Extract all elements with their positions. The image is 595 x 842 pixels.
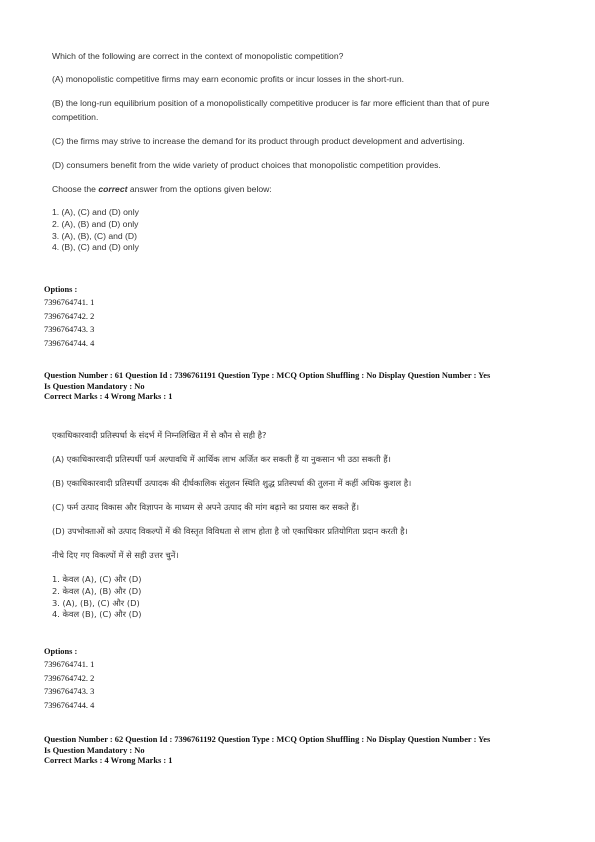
option-ids-list <box>44 645 94 712</box>
answer-choices-hindi <box>52 574 552 621</box>
statement-b-line1: (B) the long-run equilibrium position of a monopolistically competitive producer is far more efficient than that of pure <box>52 98 490 108</box>
option-ids-list <box>44 283 94 350</box>
answer-choice: 2. (A), (B) and (D) only <box>52 218 139 229</box>
option-id: 7396764743. 3 <box>44 687 95 697</box>
statement-d: (D) consumers benefit from the wide variety of product choices that monopolistic competition provides. <box>52 160 441 170</box>
options-heading: Options : <box>44 285 78 294</box>
statement-a-hindi: (A) एकाधिकारवादी प्रतिस्पर्धी फर्म अल्पावधि में आर्थिक लाभ अर्जित कर सकती हैं या नुकसान भी उठा सकती हैं। <box>52 454 391 464</box>
answer-choice: 3. (A), (B), (C) और (D) <box>52 597 140 608</box>
answer-choice: 1. केवल (A), (C) और (D) <box>52 574 142 584</box>
meta-line: Is Question Mandatory : No <box>44 381 145 391</box>
statement-a: (A) monopolistic competitive firms may earn economic profits or incur losses in the short-run. <box>52 74 404 84</box>
option-id: 7396764742. 2 <box>44 673 95 683</box>
option-id: 7396764743. 3 <box>44 325 95 335</box>
choose-instruction-hindi: नीचे दिए गए विकल्पों में से सही उत्तर चुनें। <box>52 550 179 560</box>
option-id: 7396764741. 1 <box>44 660 95 670</box>
answer-choice: 4. (B), (C) and (D) only <box>52 242 139 253</box>
statement-c: (C) the firms may strive to increase the demand for its product through product development and advertising. <box>52 136 465 146</box>
options-heading: Options : <box>44 647 78 656</box>
option-id: 7396764744. 4 <box>44 700 95 710</box>
statement-b-line2: competition. <box>52 112 99 122</box>
statement-b-hindi: (B) एकाधिकारवादी प्रतिस्पर्धी उत्पादक की दीर्घकालिक संतुलन स्थिति शुद्ध प्रतिस्पर्धा की तुलना में कहीं अधिक कुशल है। <box>52 478 412 488</box>
statement-c-hindi: (C) फर्म उत्पाद विकास और विज्ञापन के माध्यम से अपने उत्पाद की मांग बढ़ाने का प्रयास कर सकते हैं। <box>52 502 359 512</box>
question-meta-61 <box>44 371 564 403</box>
meta-line: Question Number : 61 Question Id : 7396761191 Question Type : MCQ Option Shuffling : No Display Question Number : Yes <box>44 371 491 380</box>
meta-line: Is Question Mandatory : No <box>44 745 145 755</box>
question-stem: Which of the following are correct in the context of monopolistic competition? <box>52 51 344 61</box>
option-id: 7396764742. 2 <box>44 311 95 321</box>
answer-choice: 3. (A), (B), (C) and (D) <box>52 230 137 241</box>
question-meta-62 <box>44 735 564 767</box>
answer-choices <box>52 207 552 254</box>
meta-line: Correct Marks : 4 Wrong Marks : 1 <box>44 392 173 402</box>
choose-instruction: Choose the correct answer from the options given below: <box>52 184 272 194</box>
option-id: 7396764744. 4 <box>44 338 95 348</box>
meta-line: Question Number : 62 Question Id : 7396761192 Question Type : MCQ Option Shuffling : No Display Question Number : Yes <box>44 735 491 744</box>
option-id: 7396764741. 1 <box>44 298 95 308</box>
answer-choice: 4. केवल (B), (C) और (D) <box>52 609 142 620</box>
meta-line: Correct Marks : 4 Wrong Marks : 1 <box>44 756 173 766</box>
answer-choice: 2. केवल (A), (B) और (D) <box>52 585 142 596</box>
statement-d-hindi: (D) उपभोक्ताओं को उत्पाद विकल्पों में की विस्तृत विविधता से लाभ होता है जो एकाधिकार प्रतियोगिता प्रदान करती है। <box>52 526 408 536</box>
question-stem-hindi: एकाधिकारवादी प्रतिस्पर्धा के संदर्भ में निम्नलिखित में से कौन से सही है? <box>52 430 267 440</box>
answer-choice: 1. (A), (C) and (D) only <box>52 207 139 217</box>
